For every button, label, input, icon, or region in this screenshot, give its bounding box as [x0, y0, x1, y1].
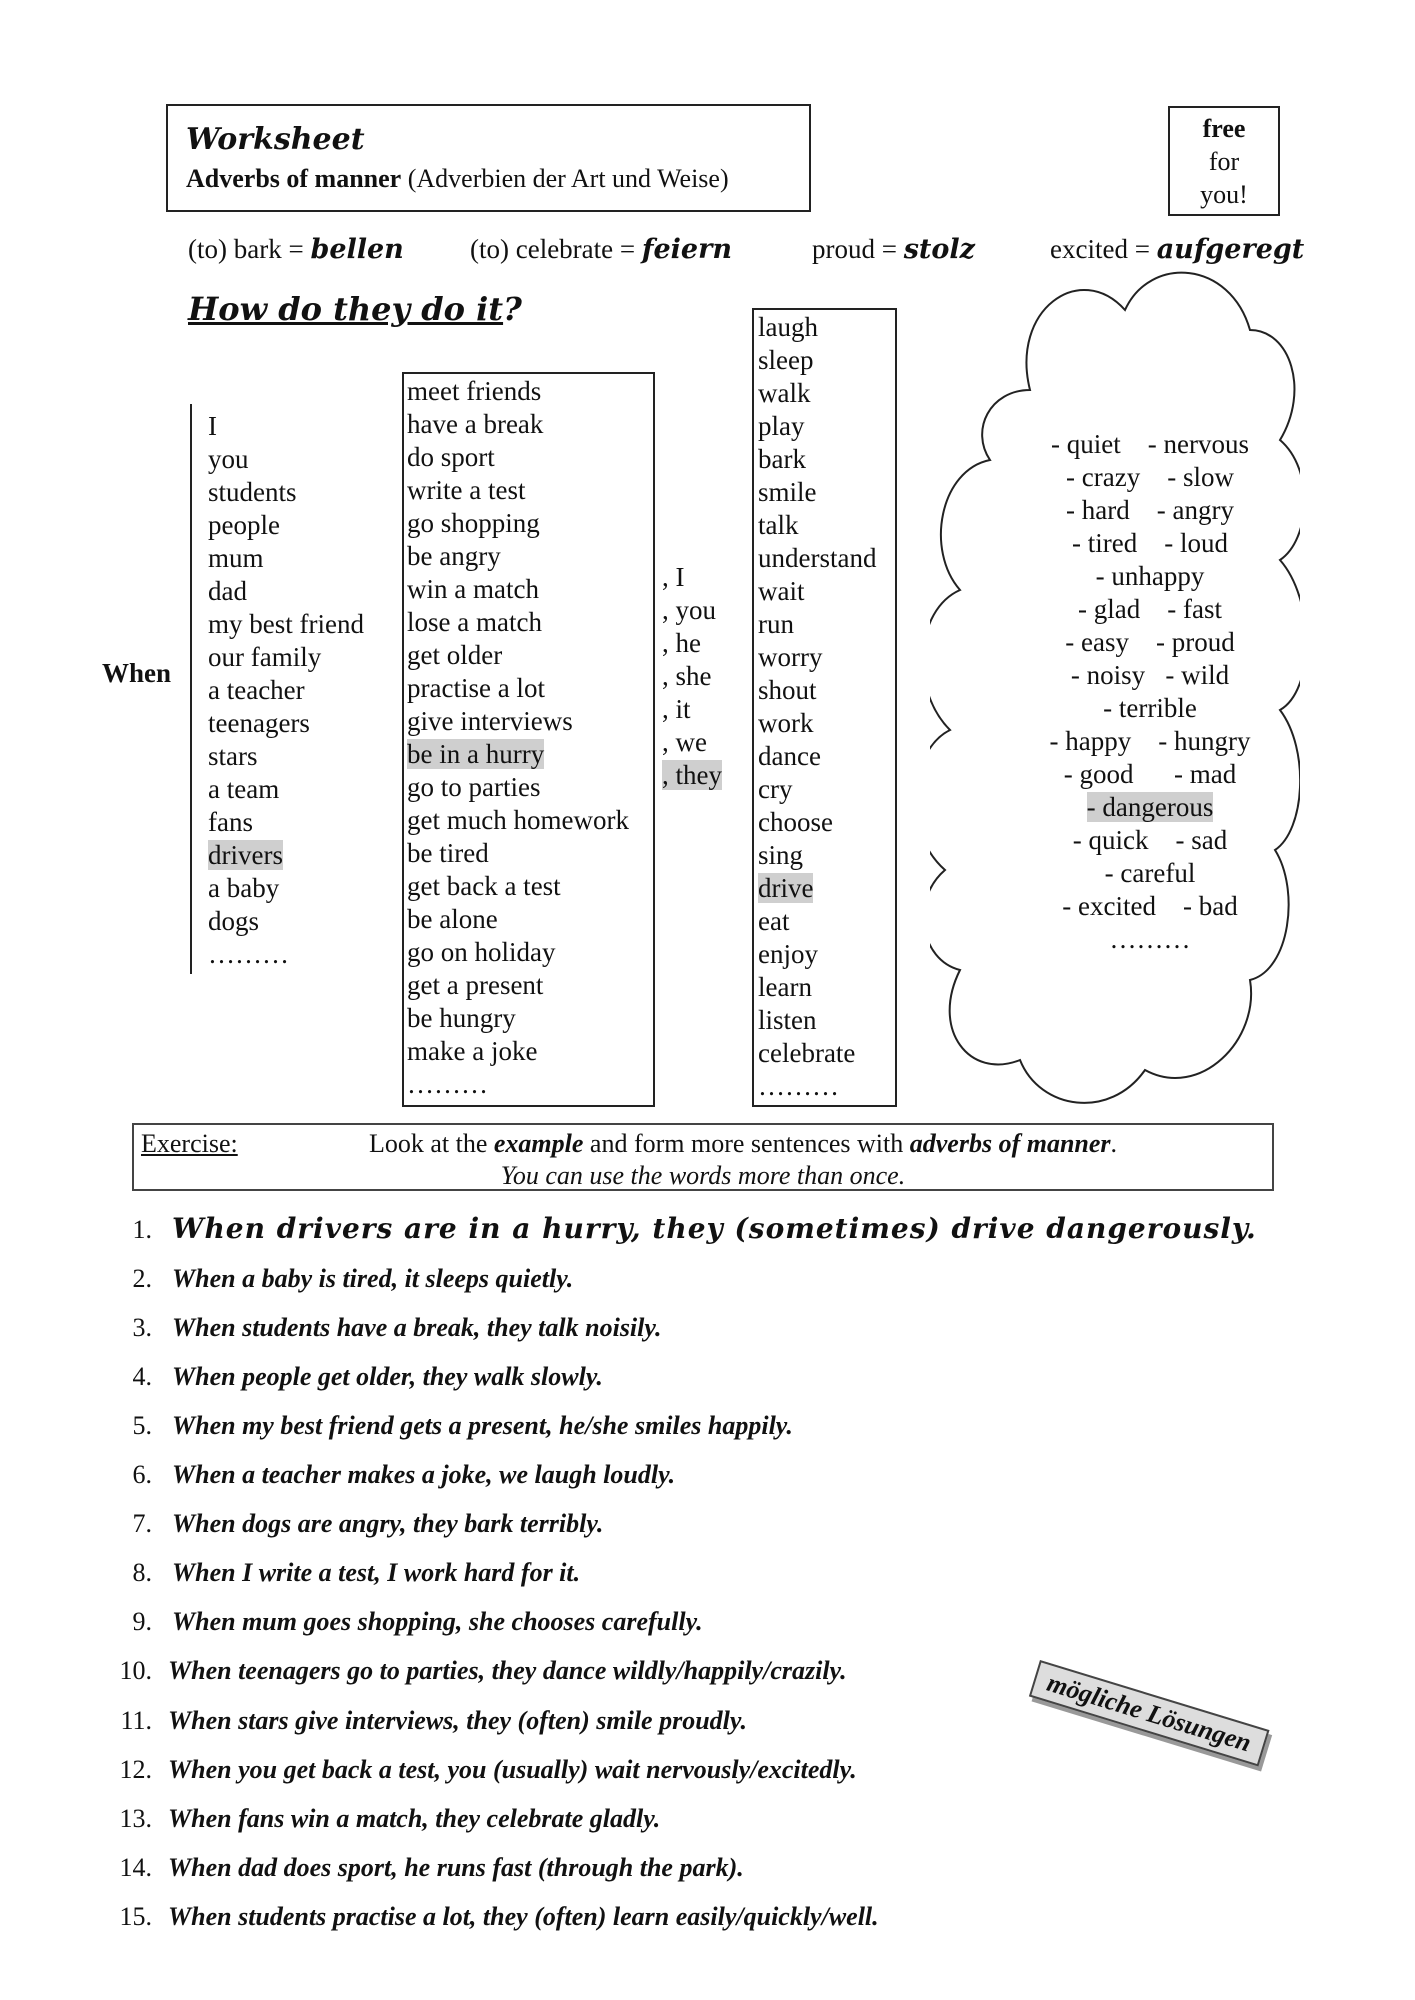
adjectives-item — [1010, 560, 1290, 593]
adjectives-item — [1010, 428, 1290, 461]
answer-number: 1. — [132, 1215, 152, 1244]
instr-c: and form more sentences with — [583, 1129, 910, 1158]
subjects-item-text: dad — [208, 576, 247, 606]
activities-item-text: do sport — [407, 442, 495, 472]
verbs-item — [758, 509, 876, 542]
activities-item — [407, 408, 629, 441]
pronouns-item-text: , he — [662, 628, 701, 658]
subjects-item — [208, 575, 364, 608]
free-line-1: free — [1202, 114, 1246, 143]
activities-item — [407, 672, 629, 705]
vocab-de: feiern — [641, 234, 732, 265]
answer-row — [100, 1460, 675, 1490]
subjects-item-text: stars — [208, 741, 258, 771]
verbs-item-text: walk — [758, 378, 811, 408]
verbs-item-text: work — [758, 708, 814, 738]
activities-item-text: be tired — [407, 838, 489, 868]
verbs-item — [758, 410, 876, 443]
verbs-item — [758, 905, 876, 938]
verbs-item — [758, 575, 876, 608]
answer-number: 15. — [119, 1902, 152, 1931]
answer-row — [100, 1706, 747, 1736]
answer-text: When stars give interviews, they (often) smile proudly. — [168, 1706, 747, 1735]
adjectives-item-text: - crazy - slow — [1066, 462, 1234, 492]
activities-item — [407, 1035, 629, 1068]
subjects-item — [208, 443, 364, 476]
answer-number: 10. — [119, 1656, 152, 1685]
verbs-item-text: understand — [758, 543, 877, 573]
pronouns-list — [662, 561, 722, 792]
answer-number: 8. — [132, 1558, 152, 1587]
verbs-item-text: ……… — [758, 1071, 839, 1101]
pronouns-item — [662, 693, 722, 726]
verbs-item-text: run — [758, 609, 794, 639]
answer-text: When people get older, they walk slowly. — [172, 1362, 603, 1391]
activities-item-text: get older — [407, 640, 503, 670]
answer-text: When teenagers go to parties, they dance wildly/happily/crazily. — [168, 1656, 847, 1685]
subjects-item-text: a baby — [208, 873, 280, 903]
answer-row — [100, 1804, 660, 1834]
answer-row — [100, 1362, 603, 1392]
answer-number: 3. — [132, 1313, 152, 1342]
activities-item — [407, 375, 629, 408]
pronouns-item — [662, 726, 722, 759]
vocab-excited — [1050, 234, 1304, 265]
verbs-item-text: laugh — [758, 312, 818, 342]
verbs-item-text: choose — [758, 807, 833, 837]
subjects-item — [208, 410, 364, 443]
adjectives-item — [1010, 593, 1290, 626]
verbs-item — [758, 476, 876, 509]
subjects-item — [208, 872, 364, 905]
verbs-item-text: talk — [758, 510, 799, 540]
verbs-item — [758, 674, 876, 707]
activities-item-text: give interviews — [407, 706, 573, 736]
adjectives-item-text: - terrible — [1103, 693, 1197, 723]
instr-example: example — [493, 1129, 584, 1158]
subjects-item — [208, 938, 364, 971]
adjectives-item-text: - easy - proud — [1065, 627, 1235, 657]
answer-text: When I write a test, I work hard for it. — [172, 1558, 581, 1587]
adjectives-item — [1010, 923, 1290, 956]
answer-row — [100, 1607, 703, 1637]
free-line-3: you! — [1200, 180, 1248, 209]
activities-item — [407, 474, 629, 507]
subjects-item-text: fans — [208, 807, 253, 837]
verbs-item-text: enjoy — [758, 939, 818, 969]
activities-item-text: meet friends — [407, 376, 542, 406]
answer-text: When a baby is tired, it sleeps quietly. — [172, 1264, 574, 1293]
answer-number: 13. — [119, 1804, 152, 1833]
activities-item-text: be angry — [407, 541, 501, 571]
pronouns-item — [662, 627, 722, 660]
activities-item — [407, 1002, 629, 1035]
verbs-item — [758, 707, 876, 740]
verbs-item — [758, 1037, 876, 1070]
subjects-item — [208, 707, 364, 740]
activities-item — [407, 705, 629, 738]
verbs-item-text: dance — [758, 741, 821, 771]
activities-item — [407, 738, 629, 771]
exercise-box — [132, 1123, 1274, 1191]
adjectives-item-text: - excited - bad — [1062, 891, 1238, 921]
verbs-item — [758, 971, 876, 1004]
verbs-item-text: celebrate — [758, 1038, 856, 1068]
adjectives-item-text: - careful — [1104, 858, 1196, 888]
exercise-instruction — [134, 1129, 1272, 1159]
verbs-item-text: wait — [758, 576, 805, 606]
heading-question-mark: ? — [503, 290, 522, 328]
activities-item-text: practise a lot — [407, 673, 545, 703]
subjects-item — [208, 740, 364, 773]
subjects-item — [208, 641, 364, 674]
adjectives-item-text: ……… — [1109, 924, 1191, 954]
verbs-item-text: listen — [758, 1005, 817, 1035]
activities-list — [407, 375, 629, 1101]
activities-item — [407, 870, 629, 903]
subjects-item-text: you — [208, 444, 249, 474]
verbs-item — [758, 1070, 876, 1103]
activities-item-text: lose a match — [407, 607, 542, 637]
pronouns-item — [662, 561, 722, 594]
activities-item — [407, 903, 629, 936]
subjects-item — [208, 674, 364, 707]
free-line-2: for — [1208, 147, 1240, 176]
answer-text: When a teacher makes a joke, we laugh loudly. — [172, 1460, 676, 1489]
verbs-item-text: worry — [758, 642, 823, 672]
adjectives-item — [1010, 857, 1290, 890]
adjectives-item — [1010, 824, 1290, 857]
adjectives-item-text: - dangerous — [1086, 792, 1214, 822]
activities-item-text: go shopping — [407, 508, 540, 538]
adjectives-item — [1010, 791, 1290, 824]
activities-item — [407, 1068, 629, 1101]
subjects-item-text: I — [208, 411, 217, 441]
vocab-proud — [812, 234, 975, 265]
activities-item — [407, 804, 629, 837]
worksheet-title: Worksheet — [186, 122, 365, 157]
answer-row — [100, 1313, 661, 1343]
subjects-item-text: drivers — [208, 840, 283, 870]
verbs-item — [758, 773, 876, 806]
answer-text: When dogs are angry, they bark terribly. — [172, 1509, 604, 1538]
verbs-item-text: smile — [758, 477, 817, 507]
instr-adverbs: adverbs of manner — [909, 1129, 1111, 1158]
adjectives-item — [1010, 758, 1290, 791]
subjects-item — [208, 905, 364, 938]
verbs-item-text: sing — [758, 840, 804, 870]
adjectives-item-text: - happy - hungry — [1049, 726, 1251, 756]
activities-item-text: get a present — [407, 970, 544, 1000]
answer-number: 2. — [132, 1264, 152, 1293]
vocab-de: aufgeregt — [1156, 234, 1305, 265]
adjectives-item — [1010, 725, 1290, 758]
adjectives-item — [1010, 659, 1290, 692]
answer-text: When mum goes shopping, she chooses carefully. — [172, 1607, 703, 1636]
answer-text: When drivers are in a hurry, they (sometimes) drive dangerously. — [172, 1212, 1257, 1245]
adjectives-item-text: - hard - angry — [1066, 495, 1234, 525]
vocab-en: proud = — [812, 234, 904, 264]
answer-row — [100, 1853, 744, 1883]
exercise-label: Exercise: — [141, 1129, 238, 1158]
subjects-item-text: our family — [208, 642, 322, 672]
verbs-item — [758, 938, 876, 971]
answer-text: When students have a break, they talk noisily. — [172, 1313, 662, 1342]
verbs-item — [758, 443, 876, 476]
adjectives-item-text: - quick - sad — [1072, 825, 1228, 855]
heading-text: How do they do it — [188, 290, 504, 328]
adjectives-item — [1010, 461, 1290, 494]
answer-number: 11. — [120, 1706, 152, 1735]
section-heading — [188, 290, 522, 328]
activities-item — [407, 540, 629, 573]
subjects-item — [208, 773, 364, 806]
activities-item-text: ……… — [407, 1069, 488, 1099]
verbs-item-text: learn — [758, 972, 812, 1002]
adjectives-item — [1010, 692, 1290, 725]
activities-item-text: have a break — [407, 409, 544, 439]
subjects-bracket-line — [190, 404, 192, 974]
verbs-item-text: eat — [758, 906, 790, 936]
vocab-celebrate — [470, 234, 732, 265]
verbs-item — [758, 806, 876, 839]
subjects-item-text: a teacher — [208, 675, 305, 705]
answer-number: 6. — [132, 1460, 152, 1489]
verbs-item-text: cry — [758, 774, 793, 804]
subjects-item-text: dogs — [208, 906, 260, 936]
adjectives-item — [1010, 527, 1290, 560]
answer-row — [100, 1755, 857, 1785]
instr-a: Look at the — [368, 1129, 494, 1158]
exercise-instruction-2: You can use the words more than once. — [500, 1161, 906, 1190]
verbs-item-text: bark — [758, 444, 806, 474]
pronouns-item-text: , she — [662, 661, 712, 691]
activities-item-text: make a joke — [407, 1036, 538, 1066]
answer-number: 7. — [132, 1509, 152, 1538]
vocab-en: (to) celebrate = — [470, 234, 642, 264]
subjects-item-text: mum — [208, 543, 264, 573]
activities-item — [407, 606, 629, 639]
activities-item — [407, 771, 629, 804]
instr-e: . — [1110, 1129, 1118, 1158]
verbs-item — [758, 542, 876, 575]
activities-item — [407, 969, 629, 1002]
subjects-item-text: students — [208, 477, 297, 507]
verbs-item — [758, 839, 876, 872]
activities-item-text: win a match — [407, 574, 539, 604]
activities-item — [407, 837, 629, 870]
answer-text: When fans win a match, they celebrate gladly. — [168, 1804, 661, 1833]
answer-row — [100, 1411, 793, 1441]
answer-text: When my best friend gets a present, he/she smiles happily. — [172, 1411, 793, 1440]
verbs-item — [758, 608, 876, 641]
verbs-item — [758, 377, 876, 410]
activities-item-text: get back a test — [407, 871, 561, 901]
worksheet-subtitle — [186, 164, 729, 194]
subjects-item — [208, 608, 364, 641]
verbs-item — [758, 641, 876, 674]
pronouns-item-text: , we — [662, 727, 707, 757]
activities-item — [407, 507, 629, 540]
activities-item — [407, 573, 629, 606]
verbs-item-text: sleep — [758, 345, 814, 375]
subjects-item-text: ……… — [208, 939, 289, 969]
activities-item-text: be hungry — [407, 1003, 516, 1033]
answer-row — [100, 1264, 573, 1294]
verbs-item — [758, 872, 876, 905]
pronouns-item — [662, 594, 722, 627]
activities-item-text: be alone — [407, 904, 498, 934]
verbs-item — [758, 1004, 876, 1037]
verbs-list — [758, 311, 876, 1103]
verbs-item-text: play — [758, 411, 805, 441]
answer-text: When students practise a lot, they (often) learn easily/quickly/well. — [168, 1902, 879, 1931]
answer-number: 5. — [132, 1411, 152, 1440]
activities-item — [407, 639, 629, 672]
adjectives-item-text: - glad - fast — [1078, 594, 1222, 624]
subjects-item — [208, 806, 364, 839]
subjects-item — [208, 542, 364, 575]
verbs-item — [758, 740, 876, 773]
pronouns-item-text: , it — [662, 694, 691, 724]
subtitle-bold: Adverbs of manner — [186, 164, 402, 193]
adjectives-item-text: - noisy - wild — [1070, 660, 1230, 690]
adjectives-item — [1010, 494, 1290, 527]
answer-row — [100, 1558, 580, 1588]
subjects-item — [208, 839, 364, 872]
verbs-item-text: shout — [758, 675, 817, 705]
vocab-en: excited = — [1050, 234, 1157, 264]
adjectives-item-text: - good - mad — [1063, 759, 1237, 789]
answer-number: 12. — [119, 1755, 152, 1784]
pronouns-item-text: , I — [662, 562, 685, 592]
adjectives-list — [1010, 428, 1290, 956]
vocab-en: (to) bark = — [188, 234, 311, 264]
pronouns-item-text: , they — [662, 760, 722, 790]
verbs-item-text: drive — [758, 873, 814, 903]
answer-text: When dad does sport, he runs fast (through the park). — [168, 1853, 744, 1882]
vocab-de: bellen — [310, 234, 404, 265]
pronouns-item-text: , you — [662, 595, 716, 625]
answer-row — [100, 1212, 1257, 1245]
answer-number: 14. — [119, 1853, 152, 1882]
subjects-item-text: people — [208, 510, 280, 540]
activities-item — [407, 441, 629, 474]
subjects-item-text: my best friend — [208, 609, 364, 639]
activities-item-text: go to parties — [407, 772, 541, 802]
subtitle-german: (Adverbien der Art und Weise) — [407, 164, 729, 193]
subjects-item — [208, 509, 364, 542]
vocab-bark — [188, 234, 404, 265]
worksheet-title-box — [166, 104, 811, 212]
answer-row — [100, 1656, 847, 1686]
adjectives-item — [1010, 890, 1290, 923]
pronouns-item — [662, 660, 722, 693]
adjectives-item-text: - quiet - nervous — [1051, 429, 1249, 459]
answer-number: 9. — [132, 1607, 152, 1636]
answer-number: 4. — [132, 1362, 152, 1391]
answer-row — [100, 1902, 879, 1932]
pronouns-item — [662, 759, 722, 792]
solutions-stamp: mögliche Lösungen — [1029, 1660, 1269, 1766]
vocab-de: stolz — [903, 234, 975, 265]
verbs-item — [758, 311, 876, 344]
adjectives-item-text: - unhappy — [1095, 561, 1205, 591]
adjectives-item — [1010, 626, 1290, 659]
answer-text: When you get back a test, you (usually) wait nervously/excitedly. — [168, 1755, 857, 1784]
activities-item-text: go on holiday — [407, 937, 556, 967]
answer-row — [100, 1509, 603, 1539]
verbs-item — [758, 344, 876, 377]
subjects-item — [208, 476, 364, 509]
activities-item-text: write a test — [407, 475, 526, 505]
activities-item-text: be in a hurry — [407, 739, 545, 769]
activities-item-text: get much homework — [407, 805, 629, 835]
adjectives-item-text: - tired - loud — [1072, 528, 1228, 558]
subjects-item-text: a team — [208, 774, 280, 804]
when-label: When — [102, 658, 172, 688]
free-for-you-box — [1168, 106, 1280, 216]
activities-item — [407, 936, 629, 969]
subjects-list — [208, 410, 364, 971]
subjects-item-text: teenagers — [208, 708, 310, 738]
